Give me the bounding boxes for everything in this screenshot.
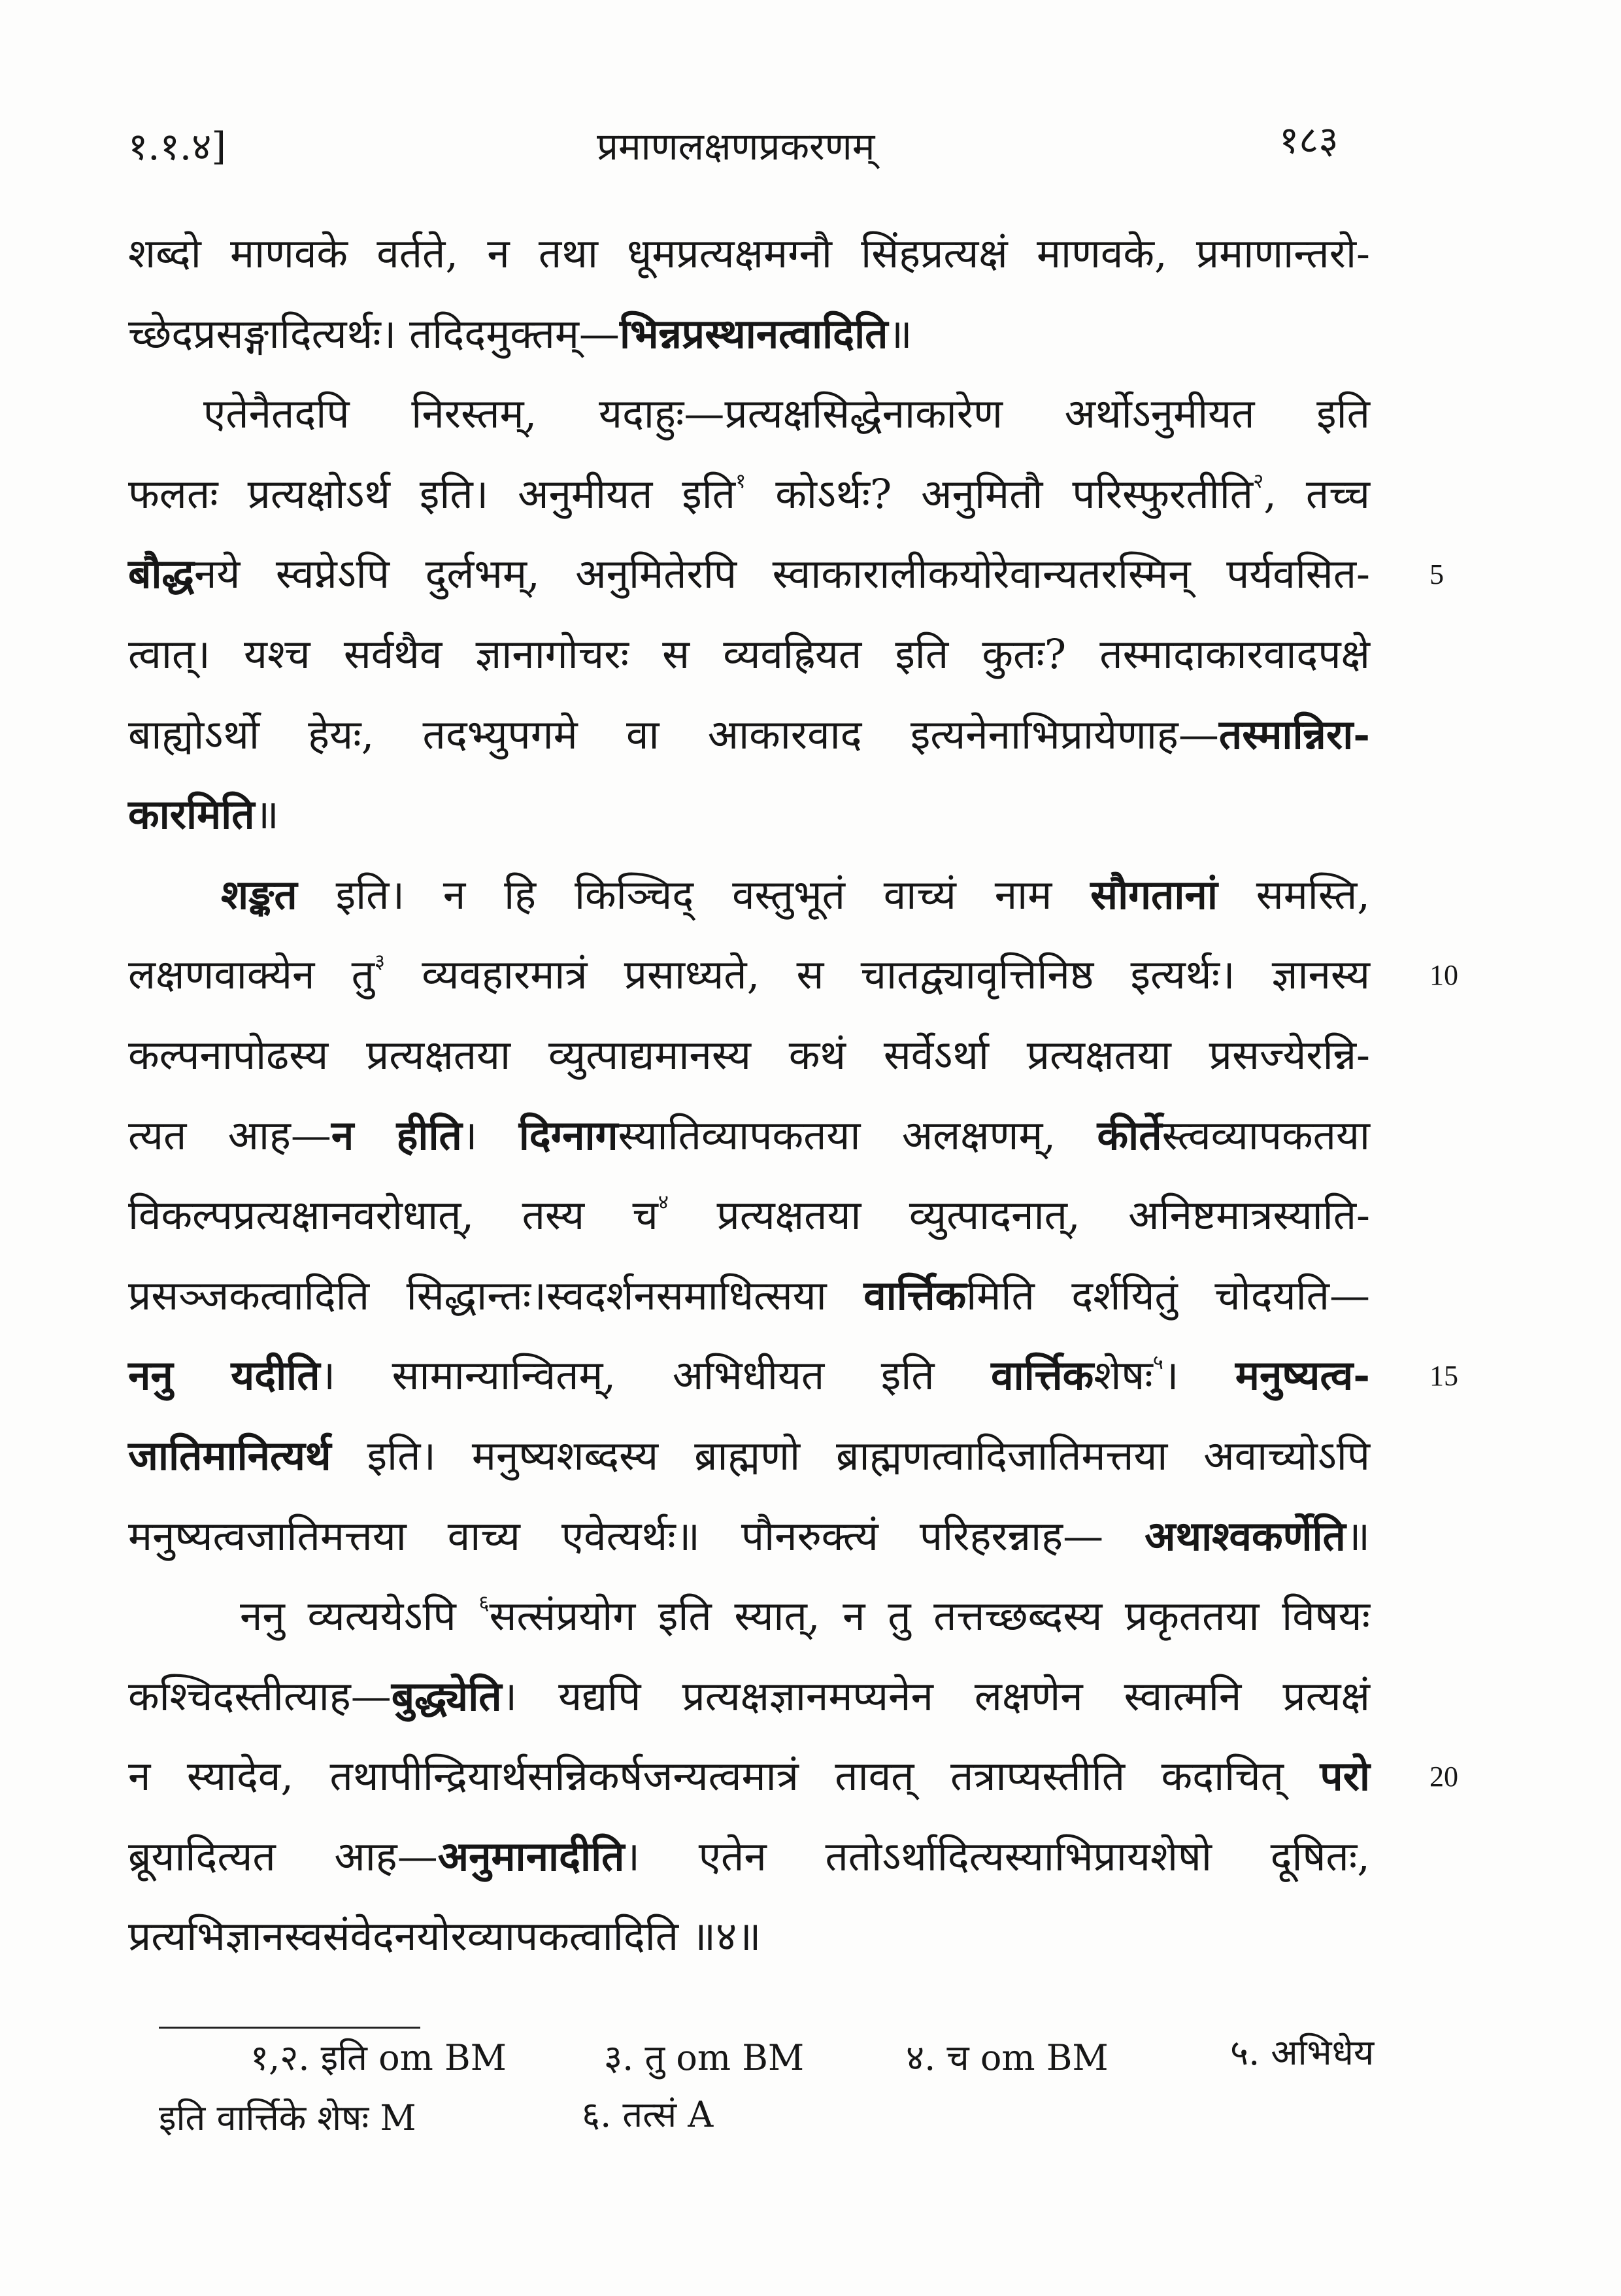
- text-run: ॥: [1345, 1511, 1370, 1560]
- text-line-13: [128, 1175, 1370, 1256]
- text-line-7: [128, 695, 1370, 775]
- page-number: १८३: [1279, 118, 1339, 162]
- text-line-22: [128, 1897, 1370, 1977]
- footnote-item: ४. च om BM: [906, 2037, 1109, 2078]
- margin-line-number: 15: [1429, 1360, 1458, 1392]
- text-line-8: [128, 775, 1370, 855]
- text-run: कश्चिदस्तीत्याह—: [128, 1672, 392, 1720]
- footnote-ref: ५: [1152, 1351, 1163, 1375]
- text-run: व्यवहारमात्रं प्रसाध्यते, स चातद्व्यावृत्तिनिष्ठ इत्यर्थः। ज्ञानस्य: [385, 951, 1370, 999]
- text-run: । सामान्यान्वितम्, अभिधीयत इति: [320, 1351, 992, 1400]
- text-line-3: [128, 374, 1370, 454]
- text-line-17: [128, 1496, 1370, 1577]
- text-run: शेषः: [1094, 1351, 1153, 1400]
- text-line-6: [128, 615, 1370, 695]
- bold-lemma: बौद्ध: [128, 550, 194, 598]
- footnote-ref: ६: [478, 1591, 490, 1615]
- text-line-11: [128, 1015, 1370, 1096]
- text-line-10: [128, 935, 1370, 1015]
- text-line-2: [128, 294, 1370, 375]
- text-run: कोऽर्थः? अनुमितौ परिस्फुरतीति: [746, 469, 1254, 518]
- text-run: प्रत्यभिज्ञानस्वसंवेदनयोरव्यापकत्वादिति ॥४॥: [128, 1912, 761, 1961]
- text-run: च्छेदप्रसङ्गादित्यर्थः। तदिदमुक्तम्—: [128, 309, 620, 358]
- bold-lemma: जातिमानित्यर्थ: [128, 1431, 331, 1479]
- commentary-text: [128, 214, 1370, 1977]
- footnote-ref: ३: [374, 950, 386, 974]
- chapter-title: प्रमाणलक्षणप्रकरणम्: [597, 124, 875, 169]
- text-line-15: [128, 1336, 1370, 1416]
- text-run: नये स्वप्नेऽपि दुर्लभम्, अनुमितेरपि स्वाकारालीकयोरेवान्यतरस्मिन् पर्यवसित-: [194, 550, 1370, 598]
- footnote-item: ६. तत्सं A: [582, 2094, 714, 2135]
- section-reference: १.१.४]: [128, 124, 226, 169]
- text-run: मनुष्यत्वजातिमत्तया वाच्य एवेत्यर्थः॥ पौनरुक्त्यं परिहरन्नाह—: [128, 1511, 1145, 1560]
- bold-lemma: दिग्नाग: [518, 1111, 618, 1159]
- text-line-20: [128, 1736, 1370, 1817]
- text-line-16: [128, 1416, 1370, 1496]
- text-run: , तच्च: [1263, 469, 1370, 518]
- margin-line-number: 5: [1429, 558, 1444, 590]
- text-line-14: [128, 1256, 1370, 1336]
- text-run: बाह्योऽर्थो हेयः, तदभ्युपगमे वा आकारवाद इत्यनेनाभिप्रायेणाह—: [128, 710, 1219, 758]
- bold-lemma: अनुमानादीति: [437, 1832, 625, 1880]
- bold-lemma: तस्मान्निरा-: [1218, 710, 1370, 758]
- footnote-item: १,२. इति om BM: [250, 2037, 507, 2078]
- text-run: स्त्वव्यापकतया: [1161, 1111, 1370, 1159]
- text-run: फलतः प्रत्यक्षोऽर्थ इति। अनुमीयत इति: [128, 469, 736, 518]
- bold-lemma: शङ्कत: [221, 870, 297, 919]
- text-run: इति। न हि किञ्चिद् वस्तुभूतं वाच्यं नाम: [297, 870, 1091, 919]
- text-run: ॥: [888, 309, 912, 358]
- text-run: प्रसञ्जकत्वादिति सिद्धान्तः।स्वदर्शनसमाधित्सया: [128, 1271, 864, 1319]
- text-run: न स्यादेव, तथापीन्द्रियार्थसन्निकर्षजन्यत्वमात्रं तावत् तत्राप्यस्तीति कदाचित्: [128, 1752, 1320, 1800]
- text-run: ॥: [254, 790, 279, 839]
- text-run: एतेनैतदपि निरस्तम्, यदाहुः—प्रत्यक्षसिद्धेनाकारेण अर्थोऽनुमीयत इति: [203, 390, 1370, 438]
- bold-lemma: परो: [1320, 1752, 1370, 1800]
- text-run: । यद्यपि प्रत्यक्षज्ञानमप्यनेन लक्षणेन स्वात्मनि प्रत्यक्षं: [501, 1672, 1370, 1720]
- bold-lemma: वार्त्तिक: [991, 1351, 1094, 1400]
- text-line-21: [128, 1817, 1370, 1897]
- text-run: लक्षणवाक्येन तु: [128, 951, 375, 999]
- text-run: त्वात्। यश्च सर्वथैव ज्ञानागोचरः स व्यवह्रियत इति कुतः? तस्मादाकारवादपक्षे: [128, 630, 1370, 678]
- bold-lemma: बुद्ध्येति: [391, 1672, 502, 1720]
- text-run: ननु व्यत्ययेऽपि: [240, 1592, 479, 1640]
- bold-lemma: अथाश्वकर्णेति: [1145, 1511, 1346, 1560]
- text-run: स्यातिव्यापकतया अलक्षणम्,: [618, 1111, 1097, 1159]
- text-line-9: [128, 855, 1370, 936]
- text-run: विकल्पप्रत्यक्षानवरोधात्, तस्य च: [128, 1191, 658, 1240]
- text-run: इति। मनुष्यशब्दस्य ब्राह्मणो ब्राह्मणत्वादिजातिमत्तया अवाच्योऽपि: [331, 1431, 1370, 1479]
- text-run: ।: [461, 1111, 519, 1159]
- bold-lemma: मनुष्यत्व-: [1235, 1351, 1370, 1400]
- bold-lemma: ननु यदीति: [128, 1351, 320, 1400]
- text-run: त्यत आह—: [128, 1111, 331, 1159]
- text-line-18: [128, 1576, 1370, 1657]
- bold-lemma: सौगतानां: [1090, 870, 1218, 919]
- text-run: । एतेन ततोऽर्थादित्यस्याभिप्रायशेषो दूषितः,: [624, 1832, 1370, 1880]
- footnote-item: ५. अभिधेय: [1230, 2032, 1375, 2073]
- footnote-ref: २: [1253, 469, 1264, 493]
- text-run: सत्संप्रयोग इति स्यात्, न तु तत्तच्छब्दस्य प्रकृततया विषयः: [489, 1592, 1370, 1640]
- text-run: कल्पनापोढस्य प्रत्यक्षतया व्युत्पाद्यमानस्य कथं सर्वेऽर्था प्रत्यक्षतया प्रसज्येरन्नि-: [128, 1030, 1370, 1079]
- footnote-ref: ४: [658, 1190, 669, 1215]
- text-run: मिति दर्शयितुं चोदयति—: [966, 1271, 1370, 1319]
- bold-lemma: न हीति: [331, 1111, 462, 1159]
- footnote-item: इति वार्त्तिके शेषः M: [159, 2097, 416, 2138]
- footnote-ref: १: [735, 469, 746, 493]
- text-run: समस्ति,: [1217, 870, 1370, 919]
- text-line-19: [128, 1657, 1370, 1737]
- text-run: प्रत्यक्षतया व्युत्पादनात्, अनिष्टमात्रस्याति-: [669, 1191, 1370, 1240]
- text-run: ब्रूयादित्यत आह—: [128, 1832, 438, 1880]
- bold-lemma: कारमिति: [128, 790, 255, 839]
- footnote-rule: [159, 2027, 420, 2029]
- bold-lemma: भिन्नप्रस्थानत्वादिति: [619, 309, 888, 358]
- text-line-4: [128, 454, 1370, 535]
- text-line-12: [128, 1096, 1370, 1176]
- text-line-5: [128, 534, 1370, 615]
- bold-lemma: वार्त्तिक: [863, 1271, 967, 1319]
- bold-lemma: कीर्ते: [1097, 1111, 1162, 1159]
- footnote-item: ३. तु om BM: [604, 2037, 805, 2078]
- text-line-1: [128, 214, 1370, 294]
- text-run: शब्दो माणवके वर्तते, न तथा धूमप्रत्यक्षमग्नौ सिंहप्रत्यक्षं माणवके, प्रमाणान्तरो-: [128, 229, 1370, 277]
- text-run: ।: [1163, 1351, 1235, 1400]
- margin-line-number: 10: [1429, 959, 1458, 991]
- margin-line-number: 20: [1429, 1761, 1458, 1793]
